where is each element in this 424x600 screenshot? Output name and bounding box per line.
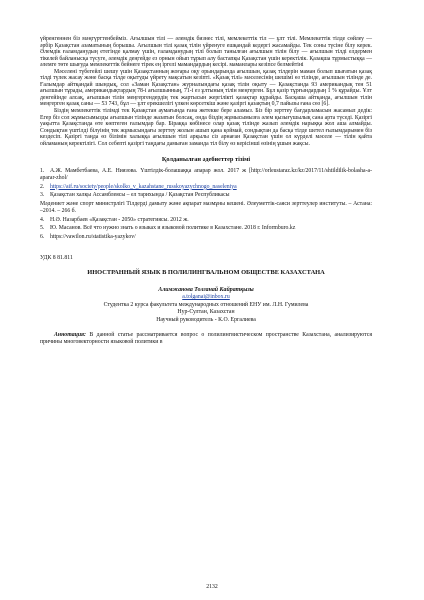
page-number: 2132 — [206, 584, 218, 590]
references-heading: Қолданылған әдебиеттер тізімі — [161, 156, 251, 164]
author-affiliation: Студентка 2 курса факультета международных отношений ЕНУ им. Л.Н. Гумилева — [103, 302, 309, 309]
reference-item-3: 3. Қазақстан халқы Ассамблеясы – ел тарихында / Қазақстан Республикасы — [40, 192, 230, 199]
references-list — [40, 168, 372, 240]
body-paragraph-3: Біздің мемлекеттік тілімді тек Қазақстан аумағында ғана жетекке бере аламыз. Біз бір зерттеу бағдарламасын жасамыл дедік: Егер біз сол жұмысымызды ағылшын тілінде жазатын болсақ, онда біздің жұмысымызға әлем қызығушылық сана арта түседі. Қазіргі уақытта Қазақстанда өте көптеген ғалымдар бар. Біраққа көбінесе олар қазақ тілінде жазып әлемдік нарыққа жол аша алмайды. Сондықтан үштілді білуінің тек жұмысындағы зерттеу жолын ашып қана қоймай, сондықтан да басқа тілде шетел ғылымдарымен біз кездесіп. Қазіргі таңда өз білімін халыққа ағылшын тілі арқылы сіз арнаған Қазақстан үшін ол күрделі мәселе — тілін қайта ойламаның керектілігі. Сол себепті қазіргі таңдағы дамыған заманда тіл білу өз керісінші өзінің ұшын жақсы. — [40, 108, 372, 147]
scientific-advisor: Научный руководитель - К.О. Ергалиева — [156, 316, 256, 323]
reference-item-6: 6. https://vawilon.ru/statistika-yazykov/ — [40, 234, 136, 241]
annotation — [40, 332, 372, 346]
reference-item-1: 1. А.Ж. Мамбетбаева, А.Е. Ниязова. Үштілдік-болашаққа апарар жол. 2017 ж [http://orleustaraz.kz/kz/2017/11/shtildilik-bolasha-a-aparar-zhol/ — [40, 168, 372, 181]
author-city: Нур-Султан, Казахстан — [177, 309, 235, 316]
article-title: ИНОСТРАННЫЙ ЯЗЫК В ПОЛИЛИНГВАЛЬНОМ ОБЩЕСТВЕ КАЗАХСТАНА — [87, 268, 325, 276]
reference-link[interactable]: https://aif.ru/society/people/skolko_v_kazahstane_russkoyazychnogo_naseleniya — [50, 183, 237, 190]
reference-item-2: 2. https://aif.ru/society/people/skolko_v_kazahstane_russkoyazychnogo_naseleniya — [40, 183, 237, 190]
annotation-label: Аннотация: — [54, 331, 86, 338]
reference-item-4: 4. Н.Ә. Назарбаев «Қазақстан - 2050» стратегиясы. 2012 ж. — [40, 216, 189, 223]
body-paragraph-1 — [40, 36, 372, 69]
email-link[interactable]: a.tolganai@inbox.ru — [182, 294, 230, 301]
body-paragraph-2: Мәселені түбегейлі шешу үшін Қазақстанның жоғары оқу орындарында ағылшын, қазақ тілдерін маман болып шығатын қазақ тілді түлек жасау және басқа тілде оқытуды үйрету мақсатын кезіпті. «Қазақ тілі» мәселесінің шешімі өз тілінде, ағылшын тілінде де. Ғалымдар айтқандай шындық, сол «Заман Қазақстан» журналындағы қазақ тілін оқыту — Қазақстанда 93 американдық тен 51 ағылшын тұрады, американдықтардың 78-і ағылшынның, 71-і ез ұлтының тілін меңгерген. Бұл қазір тұрғындардың 1 % құрайды. Ұлт денгейінде алсақ, ағылшын тілін меңгергендердің тек жартысын жергілікті қазақтар құрайды. Басқаша айтқанда, ағылшын тілін меңгерген қазақ саны — 53 743, бұл — ұлт ерекшелігі үлкен көрсеткіш және қазіргі қазақтың 0,7 пайызы ғана сөз [6]. — [40, 68, 372, 108]
author-name: Алимжанова Толганай Кайратқызы — [158, 287, 254, 294]
author-email — [40, 294, 372, 300]
body-paragraph-1-end: маманлары кезіпсе белмейтіні — [229, 62, 304, 69]
reference-item-5: 5. Ю. Масанов. Всё что нужно знать о языках и языковой политике в Казахстане. 2018 г. Informburo.kz — [40, 225, 296, 232]
body-paragraph-1-text: үйренгеннен біз мәңгүрттенбейміз. Ағылшын тілі — әлемдік бизнес тілі, мемлекеттік тіл — ұлт тілі. Мемлекеттік тілде сөйлеу — әрбір Қазақстан азаматының борышы. Ағылшын тілі қазақ тілін үйренуге ешқандай кедергі жасамайды. Тек соны түсіне білу керек. Әлемдік ғаламданудың етегінде қалмау үшін, ғаламданудың тілі болып танылған ағылшын тілін білу — ағылшын тілді елдермен тікелей байланысқа түсуге, әлемдік деңгейде ез орнын ойып тұрып алу бастапқы Қазақстан үшін керектілік. Қазақша тұрмыстыққа — әлемге төте шығуда мемлекеттік бейнеге тірек ең іргелі мамандардың кесірі. — [40, 36, 372, 69]
udk-code: УДК 8 81.811 — [40, 254, 73, 261]
annotation-text: В данной статье рассматривается вопрос о полилингвистическом пространстве Казахстана, анализируются причины многовекторности языковой политики в — [40, 331, 372, 345]
reference-item-3-continued: Мәдениет және спорт министрлігі Тілдерді дамыту және ақпарат мазмұны кешені. Әлеуметтік-саяси зерттеулер институты. – Астана: –2014. – 266 б. — [40, 201, 372, 214]
